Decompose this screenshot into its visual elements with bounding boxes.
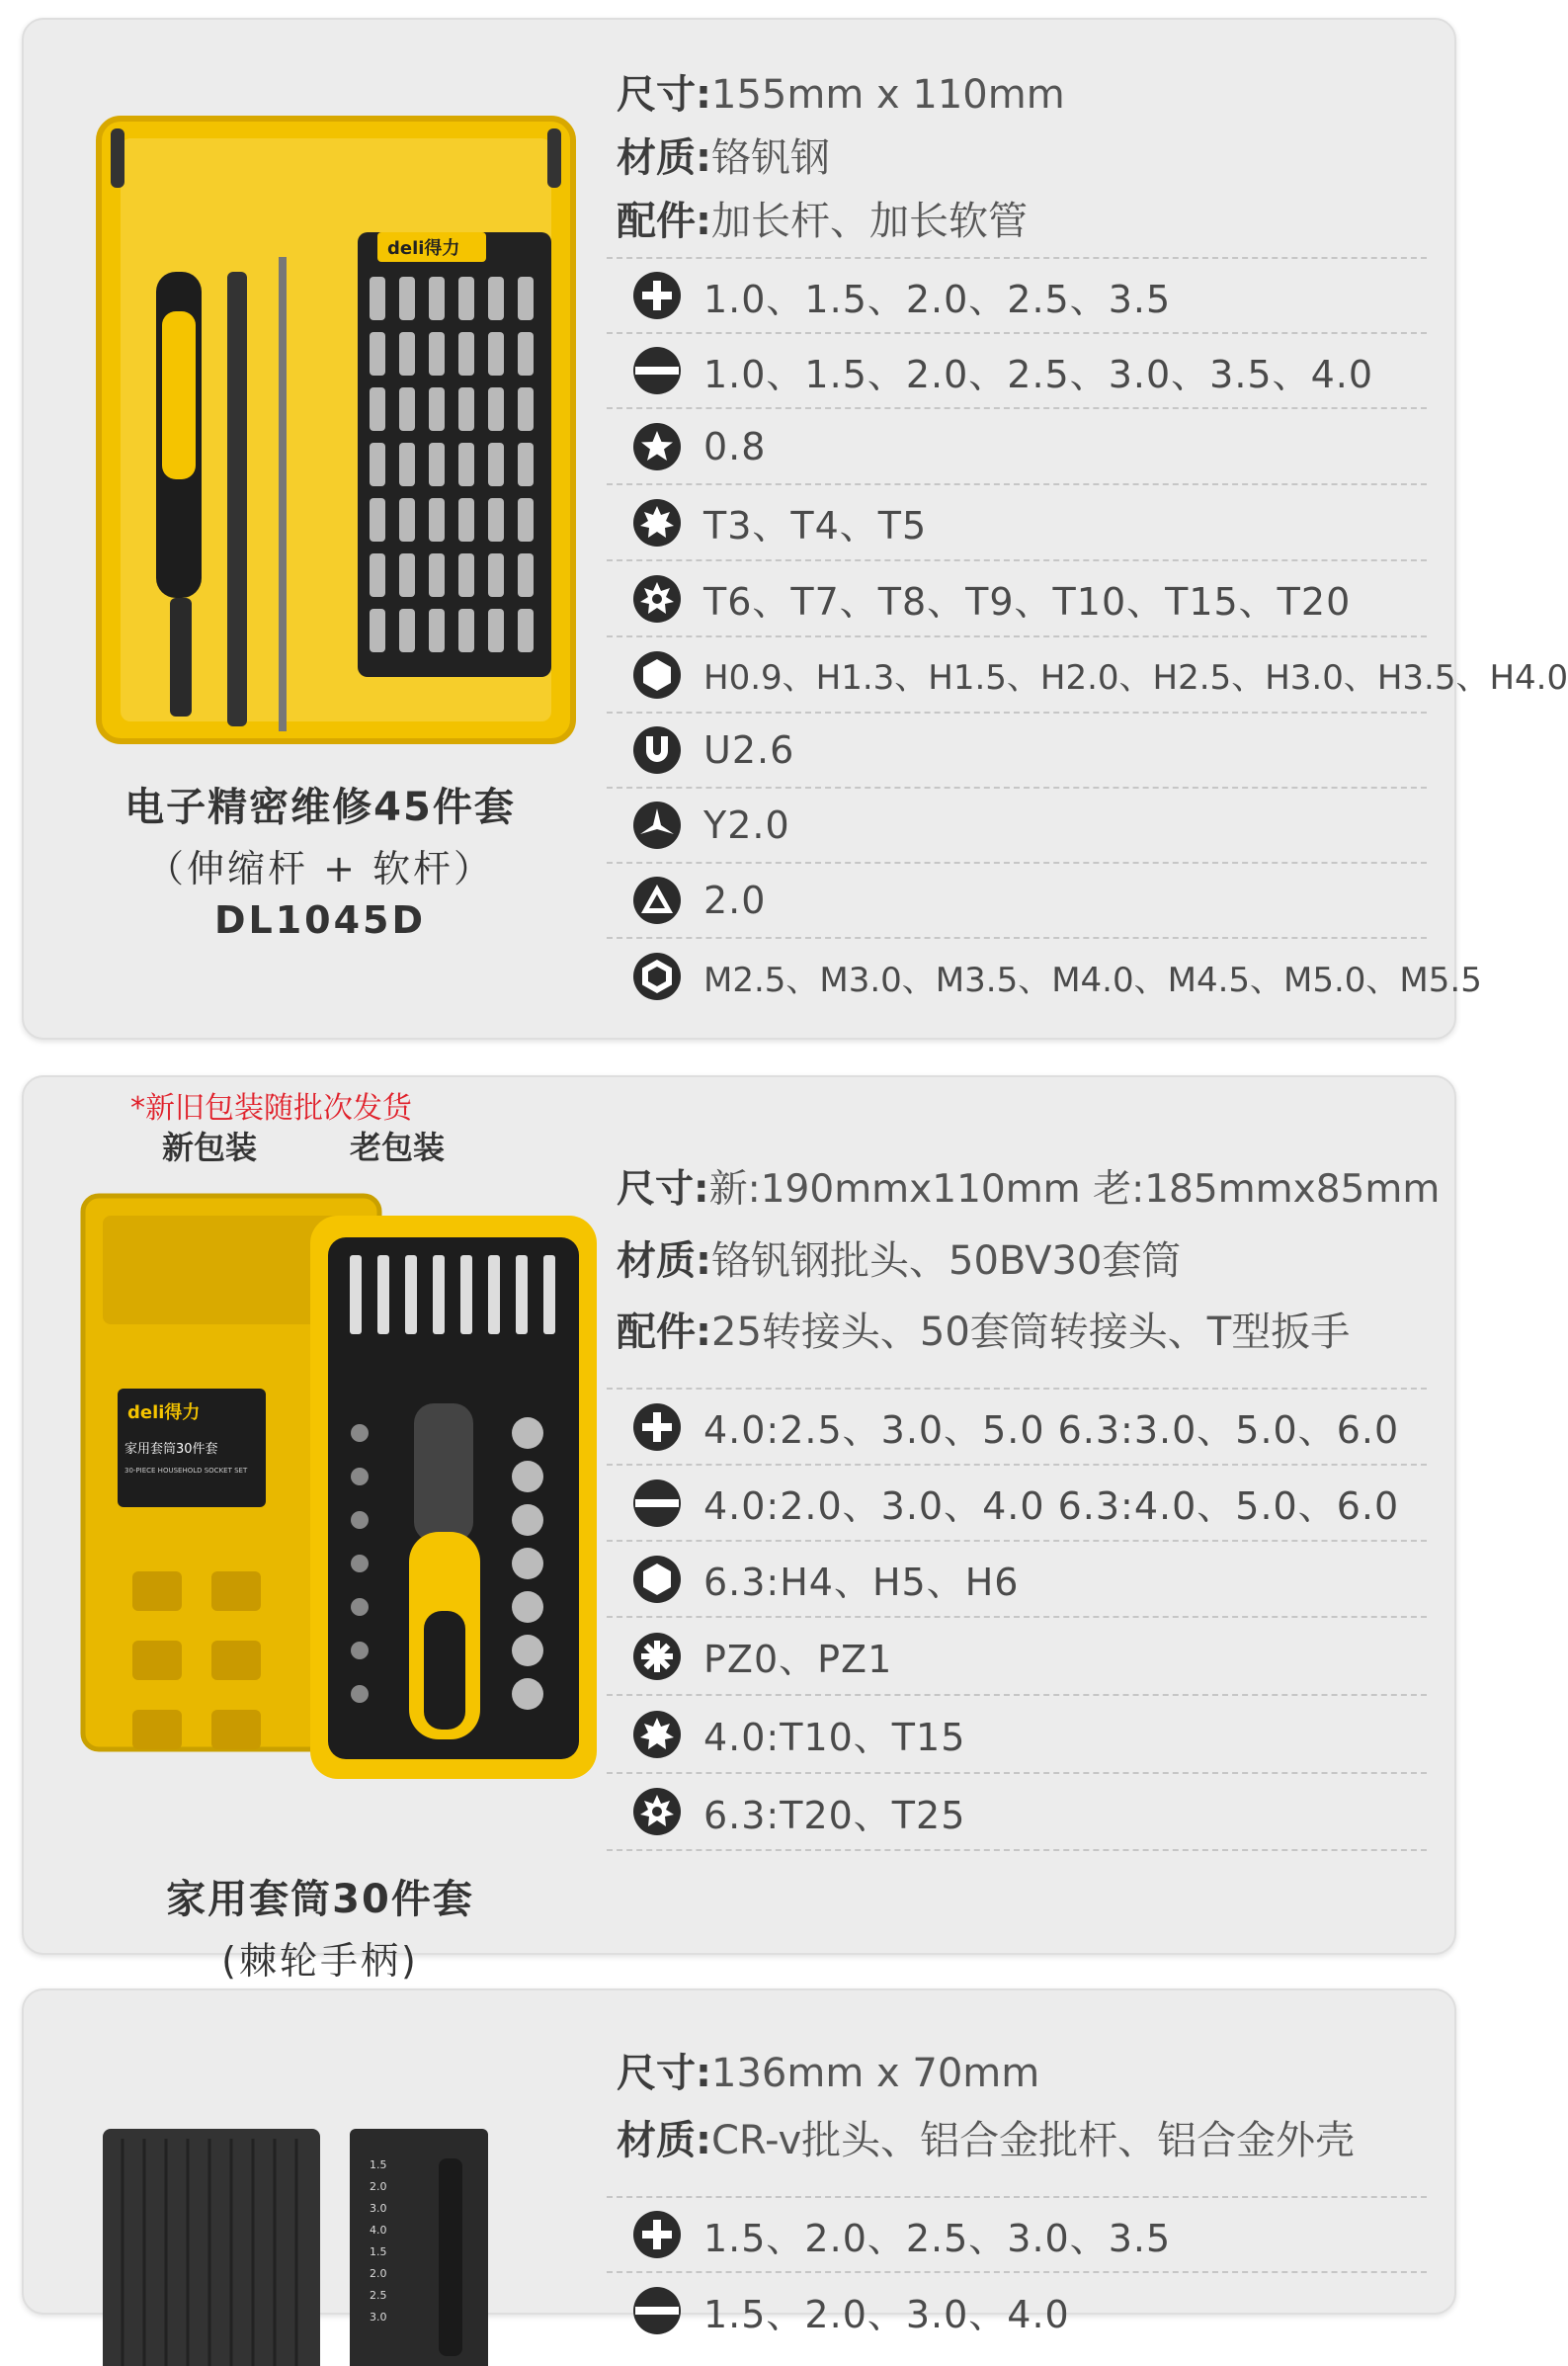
bit — [458, 443, 474, 486]
bit — [429, 609, 445, 652]
bit-table — [607, 2196, 1427, 2348]
socket — [351, 1468, 369, 1485]
socket — [512, 1504, 543, 1536]
socket-slot — [211, 1641, 261, 1680]
bit-row: 4.0:T10、T15 — [607, 1696, 1427, 1774]
bit — [488, 609, 504, 652]
socket — [351, 1642, 369, 1659]
bit — [429, 553, 445, 597]
socket-slot — [132, 1571, 182, 1611]
spec-size: 尺寸:155mm x 110mm — [617, 72, 1065, 118]
pozidriv-icon — [632, 1632, 682, 1681]
bit — [488, 387, 504, 431]
bit — [405, 1255, 417, 1334]
phillips-icon — [632, 1402, 682, 1452]
bit — [399, 609, 415, 652]
bit-row: 6.3:T20、T25 — [607, 1774, 1427, 1851]
bit-table — [607, 257, 1568, 1014]
bit — [488, 277, 504, 320]
product-card-dl1045d — [22, 18, 1568, 1040]
spec-list — [617, 2040, 1456, 2174]
bit-row: U2.6 — [607, 714, 1427, 789]
socket — [512, 1417, 543, 1449]
bit-row: 4.0:2.5、3.0、5.0 6.3:3.0、5.0、6.0 — [607, 1390, 1427, 1466]
product-image-dl1130 — [63, 1176, 617, 1848]
socket — [512, 1461, 543, 1492]
bit — [429, 277, 445, 320]
bit — [518, 443, 534, 486]
bit — [370, 332, 385, 376]
size-mark: 1.5 — [370, 2158, 387, 2171]
socket-slot — [132, 1710, 182, 1749]
socket — [512, 1591, 543, 1623]
size-mark: 1.5 — [370, 2245, 387, 2258]
box-label: 家用套筒30件套 — [124, 1442, 218, 1457]
bit — [399, 387, 415, 431]
bit — [488, 332, 504, 376]
bit — [433, 1255, 445, 1334]
spec-material: 材质:CR-v批头、铝合金批杆、铝合金外壳 — [617, 2118, 1356, 2163]
bit-row: PZ0、PZ1 — [607, 1618, 1427, 1696]
socket-icon — [632, 952, 682, 1001]
product-image-dl1045d — [61, 99, 615, 781]
bit — [429, 387, 445, 431]
bit — [370, 498, 385, 542]
bit — [399, 553, 415, 597]
packaging-note: *新旧包装随批次发货 — [130, 1091, 412, 1126]
torx-icon — [632, 498, 682, 548]
bit — [350, 1255, 362, 1334]
tri-wing-icon — [632, 801, 682, 850]
bit-row: 1.0、1.5、2.0、2.5、3.5 — [607, 259, 1427, 334]
u-icon — [632, 725, 682, 775]
bit — [488, 443, 504, 486]
bit — [370, 387, 385, 431]
bit-row: 0.8 — [607, 409, 1427, 485]
bit — [429, 332, 445, 376]
socket — [351, 1685, 369, 1703]
bit-row: T3、T4、T5 — [607, 485, 1427, 561]
bit — [516, 1255, 528, 1334]
brand-logo: deli得力 — [387, 238, 460, 259]
slotted-icon — [632, 1479, 682, 1528]
socket — [512, 1678, 543, 1710]
product-card-dl1130 — [22, 1075, 1456, 1983]
bit — [377, 1255, 389, 1334]
size-mark: 2.0 — [370, 2267, 387, 2280]
socket — [512, 1548, 543, 1579]
bit — [518, 332, 534, 376]
spec-list — [617, 63, 1456, 253]
bit-row: M2.5、M3.0、M3.5、M4.0、M4.5、M5.0、M5.5 — [607, 939, 1427, 1014]
bit — [518, 277, 534, 320]
spec-accessories: 配件:25转接头、50套筒转接头、T型扳手 — [617, 1310, 1351, 1355]
box-label-en: 30-PIECE HOUSEHOLD SOCKET SET — [124, 1467, 248, 1475]
socket — [512, 1635, 543, 1666]
bit — [458, 498, 474, 542]
bit — [518, 553, 534, 597]
socket — [351, 1511, 369, 1529]
old-package-label: 老包装 — [350, 1129, 446, 1166]
bit-row: 2.0 — [607, 864, 1427, 939]
socket — [351, 1424, 369, 1442]
new-package-label: 新包装 — [162, 1129, 258, 1166]
bit — [458, 332, 474, 376]
socket-slot — [132, 1641, 182, 1680]
bit — [460, 1255, 472, 1334]
bit — [458, 277, 474, 320]
torx-icon — [632, 1710, 682, 1759]
torx-security-icon — [632, 1787, 682, 1836]
bit — [543, 1255, 555, 1334]
brand-logo: deli得力 — [127, 1402, 201, 1423]
size-mark: 2.0 — [370, 2180, 387, 2193]
socket — [351, 1555, 369, 1572]
bit-row: T6、T7、T8、T9、T10、T15、T20 — [607, 561, 1427, 637]
product-card-3 — [22, 1988, 1456, 2336]
bit-row: H0.9、H1.3、H1.5、H2.0、H2.5、H3.0、H3.5、H4.0 — [607, 637, 1427, 714]
product-name: 电子精密维修45件套 — [124, 785, 516, 830]
bit — [458, 387, 474, 431]
bit — [399, 443, 415, 486]
hex-icon — [632, 650, 682, 700]
phillips-icon — [632, 2210, 682, 2259]
phillips-icon — [632, 271, 682, 320]
bit — [488, 1255, 500, 1334]
spec-material: 材质:铬钒钢 — [617, 135, 830, 181]
star-icon — [632, 422, 682, 471]
bit — [370, 277, 385, 320]
bit — [429, 498, 445, 542]
product-model: DL1045D — [213, 898, 427, 942]
triangle-icon — [632, 876, 682, 925]
product-title-dl1045d — [24, 776, 617, 942]
spec-material: 材质:铬钒钢批头、50BV30套筒 — [617, 1238, 1182, 1284]
bit-row: 1.0、1.5、2.0、2.5、3.0、3.5、4.0 — [607, 334, 1427, 409]
spec-size: 尺寸:新:190mmx110mm 老:185mmx85mm — [617, 1167, 1441, 1212]
size-mark: 3.0 — [370, 2202, 387, 2215]
bit — [370, 443, 385, 486]
bit-row: 4.0:2.0、3.0、4.0 6.3:4.0、5.0、6.0 — [607, 1466, 1427, 1542]
socket — [351, 1598, 369, 1616]
bit — [488, 498, 504, 542]
bit — [518, 387, 534, 431]
bit — [370, 553, 385, 597]
hex-icon — [632, 1555, 682, 1604]
bit — [458, 609, 474, 652]
socket-slot — [211, 1571, 261, 1611]
bit — [518, 498, 534, 542]
product-subtitle: （伸缩杆 + 软杆） — [146, 847, 494, 890]
product-image-3 — [83, 2109, 636, 2366]
bit-row: 1.5、2.0、2.5、3.0、3.5 — [607, 2198, 1427, 2273]
bit — [429, 443, 445, 486]
spec-list — [617, 1154, 1456, 1368]
bit — [399, 498, 415, 542]
bit — [458, 553, 474, 597]
bit — [399, 332, 415, 376]
slotted-icon — [632, 2286, 682, 2335]
socket-slot — [211, 1710, 261, 1749]
size-mark: 3.0 — [370, 2311, 387, 2324]
size-mark: 4.0 — [370, 2224, 387, 2237]
bit — [488, 553, 504, 597]
bit-row: Y2.0 — [607, 789, 1427, 864]
size-mark: 2.5 — [370, 2289, 387, 2302]
spec-size: 尺寸:136mm x 70mm — [617, 2051, 1040, 2096]
product-subtitle: (棘轮手柄) — [221, 1939, 419, 1983]
bit-table — [607, 1388, 1427, 1851]
spec-accessories: 配件:加长杆、加长软管 — [617, 199, 1028, 244]
torx-security-icon — [632, 574, 682, 624]
product-name: 家用套筒30件套 — [166, 1877, 474, 1922]
bit — [518, 609, 534, 652]
bit-row: 1.5、2.0、3.0、4.0 — [607, 2273, 1427, 2348]
bit — [370, 609, 385, 652]
bit — [399, 277, 415, 320]
slotted-icon — [632, 346, 682, 395]
bit-row: 6.3:H4、H5、H6 — [607, 1542, 1427, 1618]
